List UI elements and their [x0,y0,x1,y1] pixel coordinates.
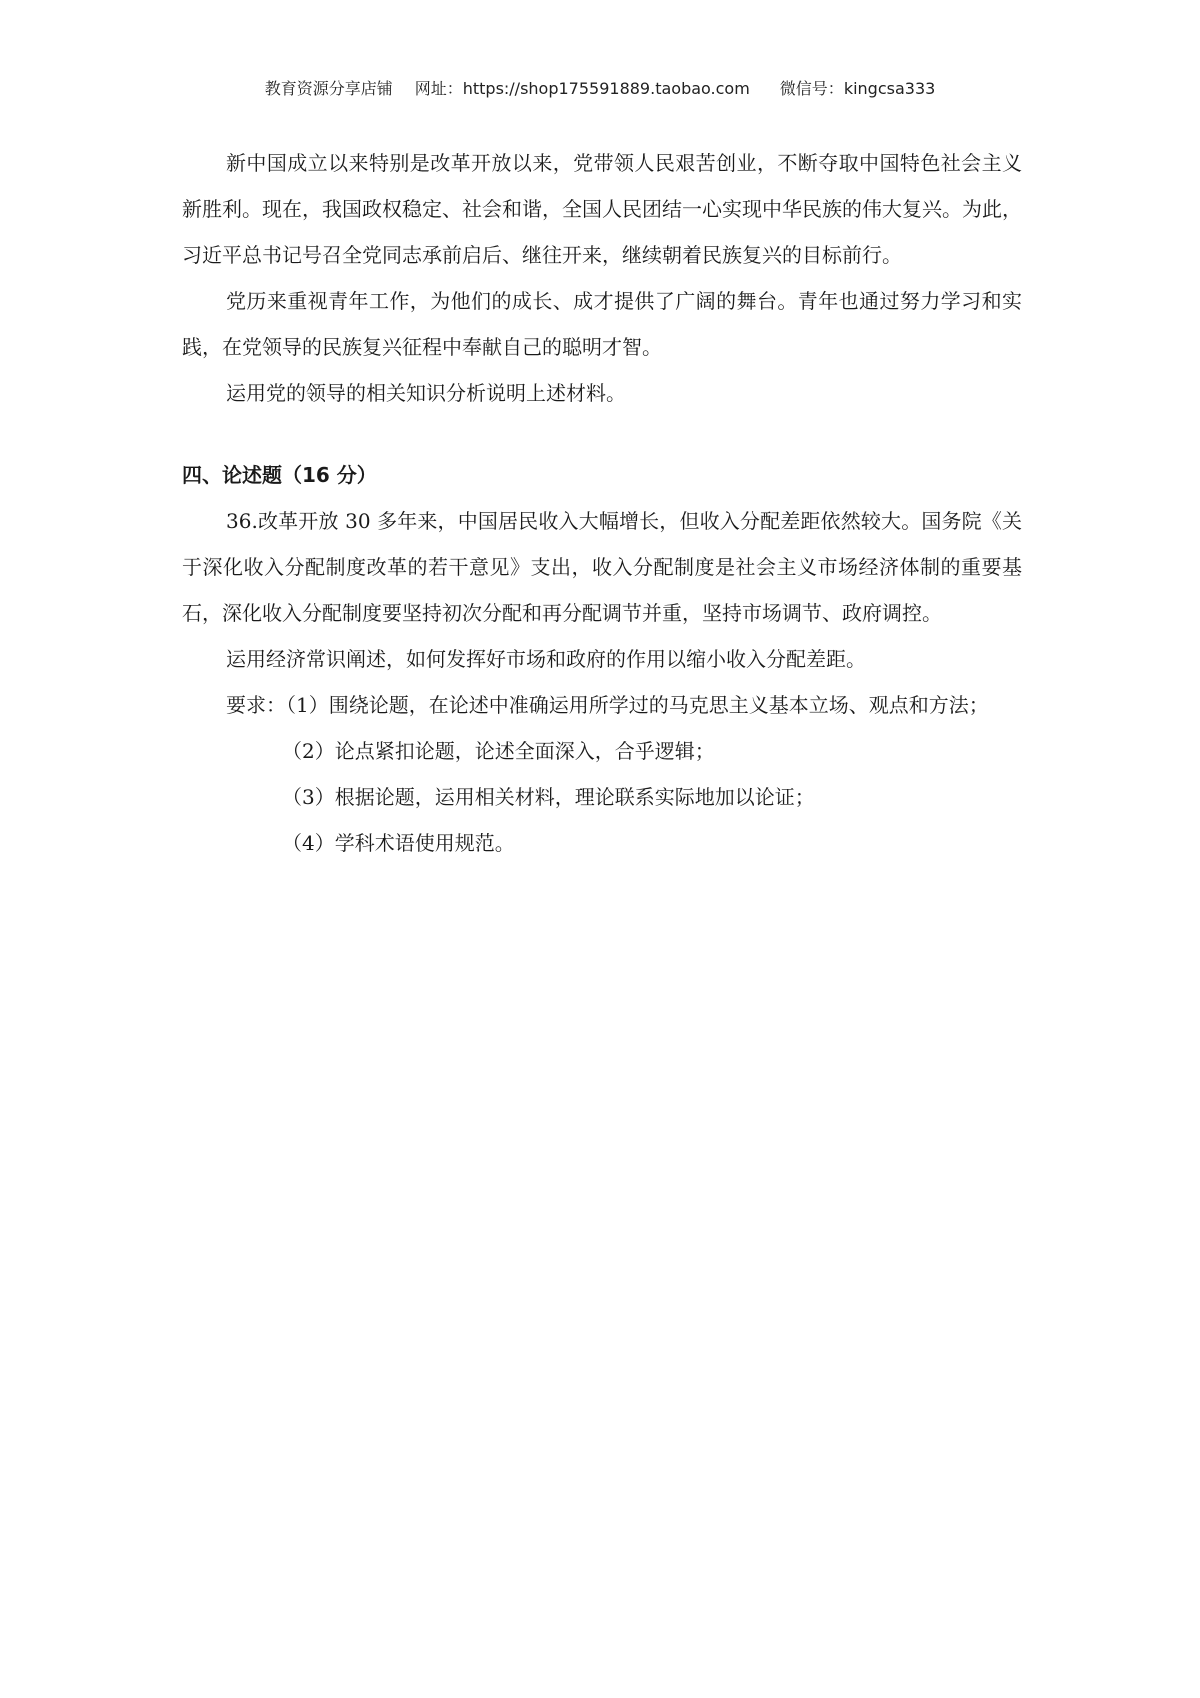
requirement-item: （3）根据论题，运用相关材料，理论联系实际地加以论证； [282,785,815,809]
wechat-id: kingcsa333 [843,79,936,98]
material-paragraph-1: 新中国成立以来特别是改革开放以来，党带领人民艰苦创业，不断夺取中国特色社会主义新胜利。现在，我国政权稳定、社会和谐，全国人民团结一心实现中华民族的伟大复兴。为此，习近平总书记号召全党同志承前启后、继往开来，继续朝着民族复兴的目标前行。 [182,151,1022,267]
question-36-prompt: 运用经济常识阐述，如何发挥好市场和政府的作用以缩小收入分配差距。 [226,647,866,671]
wechat-label: 微信号： [779,79,844,98]
website-label: 网址： [414,79,463,98]
document-body [182,140,1022,866]
section-title: 四、论述题（16 分） [182,463,377,487]
requirement-item: （2）论点紧扣论题，论述全面深入，合乎逻辑； [282,739,715,763]
requirements-first-line [182,682,1022,728]
requirement-item: （1）围绕论题，在论述中准确运用所学过的马克思主义基本立场、观点和方法； [286,693,989,717]
shop-name: 教育资源分享店铺 [264,79,393,98]
material-question: 运用党的领导的相关知识分析说明上述材料。 [226,381,626,405]
question-36-paragraph: 36.改革开放 30 多年来，中国居民收入大幅增长，但收入分配差距依然较大。国务院《关于深化收入分配制度改革的若干意见》支出，收入分配制度是社会主义市场经济体制的重要基石，深化收入分配制度要坚持初次分配和再分配调节并重，坚持市场调节、政府调控。 [182,509,1022,625]
website-url: https://shop175591889.taobao.com [462,79,750,98]
page-header [0,76,1200,99]
requirement-item: （4）学科术语使用规范。 [282,831,515,855]
requirements-label: 要求： [226,693,286,717]
material-paragraph-2: 党历来重视青年工作，为他们的成长、成才提供了广阔的舞台。青年也通过努力学习和实践，在党领导的民族复兴征程中奉献自己的聪明才智。 [182,289,1022,359]
